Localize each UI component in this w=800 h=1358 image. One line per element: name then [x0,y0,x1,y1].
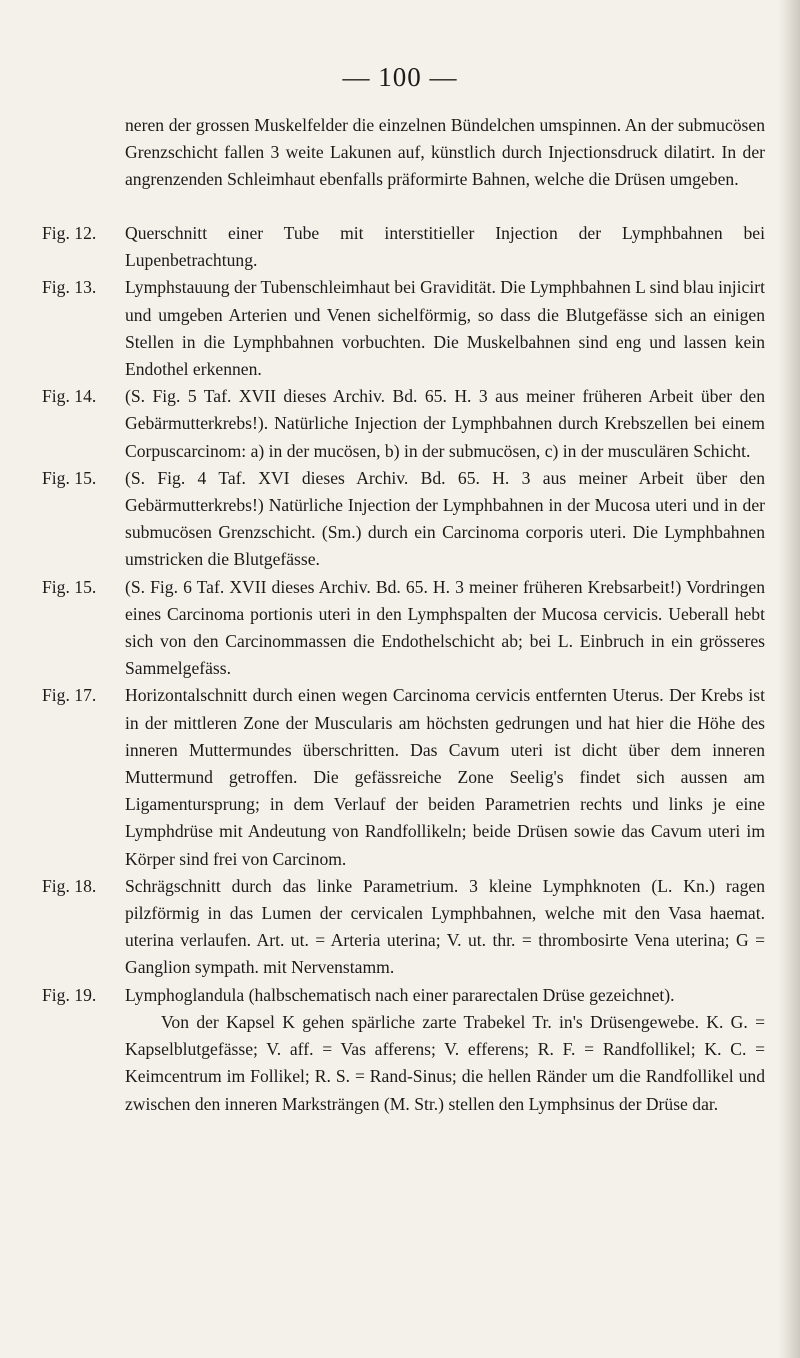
figure-description [125,982,765,1118]
figure-description [125,465,765,574]
figure-entry [0,682,790,872]
figure-description-text: (S. Fig. 6 Taf. XVII dieses Archiv. Bd. 65. H. 3 meiner früheren Krebsarbeit!) Vordringen eines Carcinoma portionis uteri in den Lymphspalten der Mucosa cervicis. Ueberall hebt sich von den Carcinommassen die Endothelschicht ab; bei L. Einbruch in ein grösseres Sammelgefäss. [125,576,765,679]
figure-description-text: (S. Fig. 4 Taf. XVI dieses Archiv. Bd. 65. H. 3 aus meiner Arbeit über den Gebärmutterkrebs!) Natürliche Injection der Lymphbahnen in der Mucosa uteri und in der submucösen Grenzschicht. (Sm.) durch ein Carcinoma corporis uteri. Die Lymphbahnen umstricken die Blutgefässe. [125,467,765,570]
figure-label: Fig. 18. [42,875,97,896]
figure-description [125,383,765,465]
figure-label: Fig. 15. [42,467,97,488]
figure-entry [0,982,790,1118]
figure-legend-list [0,220,790,1118]
figure-description-text: (S. Fig. 5 Taf. XVII dieses Archiv. Bd. 65. H. 3 aus meiner früheren Arbeit über den Gebärmutterkrebs!). Natürliche Injection der Lymphbahnen durch Krebszellen bei einem Corpuscarcinom: a) in der mucösen, b) in der submucösen, c) in der musculären Schicht. [125,386,765,461]
figure-description-continuation: Von der Kapsel K gehen spärliche zarte Trabekel Tr. in's Drüsengewebe. K. G. = Kapselblutgefässe; V. aff. = Vas afferens; V. efferens; R. F. = Randfollikel; K. C. = Keimcentrum im Follikel; R. S. = Rand-Sinus; die hellen Ränder um die Randfollikel und zwischen den inneren Marksträngen (M. Str.) stellen den Lymphsinus der Drüse dar. [125,1011,765,1114]
figure-entry [0,383,790,465]
figure-label: Fig. 17. [42,685,97,706]
page-number: — 100 — [342,62,458,92]
figure-description-text: Lymphstauung der Tubenschleimhaut bei Gravidität. Die Lymphbahnen L sind blau injicirt und umgeben Arterien und Venen sichelförmig, so dass die Blutgefässe sich an einigen Stellen in die Lymphbahnen vorbuchten. Die Muskelbahnen sind eng und lassen kein Endothel erkennen. [125,277,765,380]
figure-label: Fig. 15. [42,576,97,597]
figure-label: Fig. 14. [42,386,97,407]
intro-text: neren der grossen Muskelfelder die einzelnen Bündelchen umspinnen. An der submucösen Grenzschicht fallen 3 weite Lakunen auf, künstlich durch Injectionsdruck dilatirt. In der angrenzenden Schleimhaut ebenfalls präformirte Bahnen, welche die Drüsen umgeben. [125,115,765,189]
figure-description [125,873,765,982]
figure-description [125,682,765,872]
figure-description-text: Lymphoglandula (halbschematisch nach einer pararectalen Drüse gezeichnet). [125,984,675,1005]
figure-label: Fig. 13. [42,277,97,298]
figure-description-text: Horizontalschnitt durch einen wegen Carcinoma cervicis entfernten Uterus. Der Krebs ist in der mittleren Zone der Muscularis am höchsten gedrungen und hat hier die Höhe des inneren Muttermundes überschritten. Das Cavum uteri ist dicht über dem inneren Muttermund getroffen. Die gefässreiche Zone Seelig's findet sich aussen am Ligamentursprung; in dem Verlauf der beiden Parametrien rechts und links je eine Lymphdrüse mit Andeutung von Randfollikeln; beide Drüsen sowie das Cavum uteri im Körper sind frei von Carcinom. [125,685,765,869]
figure-description [125,220,765,274]
figure-label: Fig. 12. [42,223,97,243]
figure-description-text: Schrägschnitt durch das linke Parametrium. 3 kleine Lymphknoten (L. Kn.) ragen pilzförmig in das Lumen der cervicalen Lymphbahnen, welche mit den Vasa haemat. uterina verlaufen. Art. ut. = Arteria uterina; V. ut. thr. = thrombosirte Vena uterina; G = Ganglion sympath. mit Nervenstamm. [125,875,765,978]
figure-description [125,574,765,683]
figure-label: Fig. 19. [42,984,97,1005]
figure-description-text: Querschnitt einer Tube mit interstitieller Injection der Lymphbahnen bei Lupenbetrachtung. [125,223,765,271]
figure-entry [0,574,790,683]
figure-entry [0,465,790,574]
figure-entry [0,274,790,383]
figure-description [125,274,765,383]
figure-entry [0,220,790,274]
intro-paragraph [125,112,765,193]
figure-entry [0,873,790,982]
